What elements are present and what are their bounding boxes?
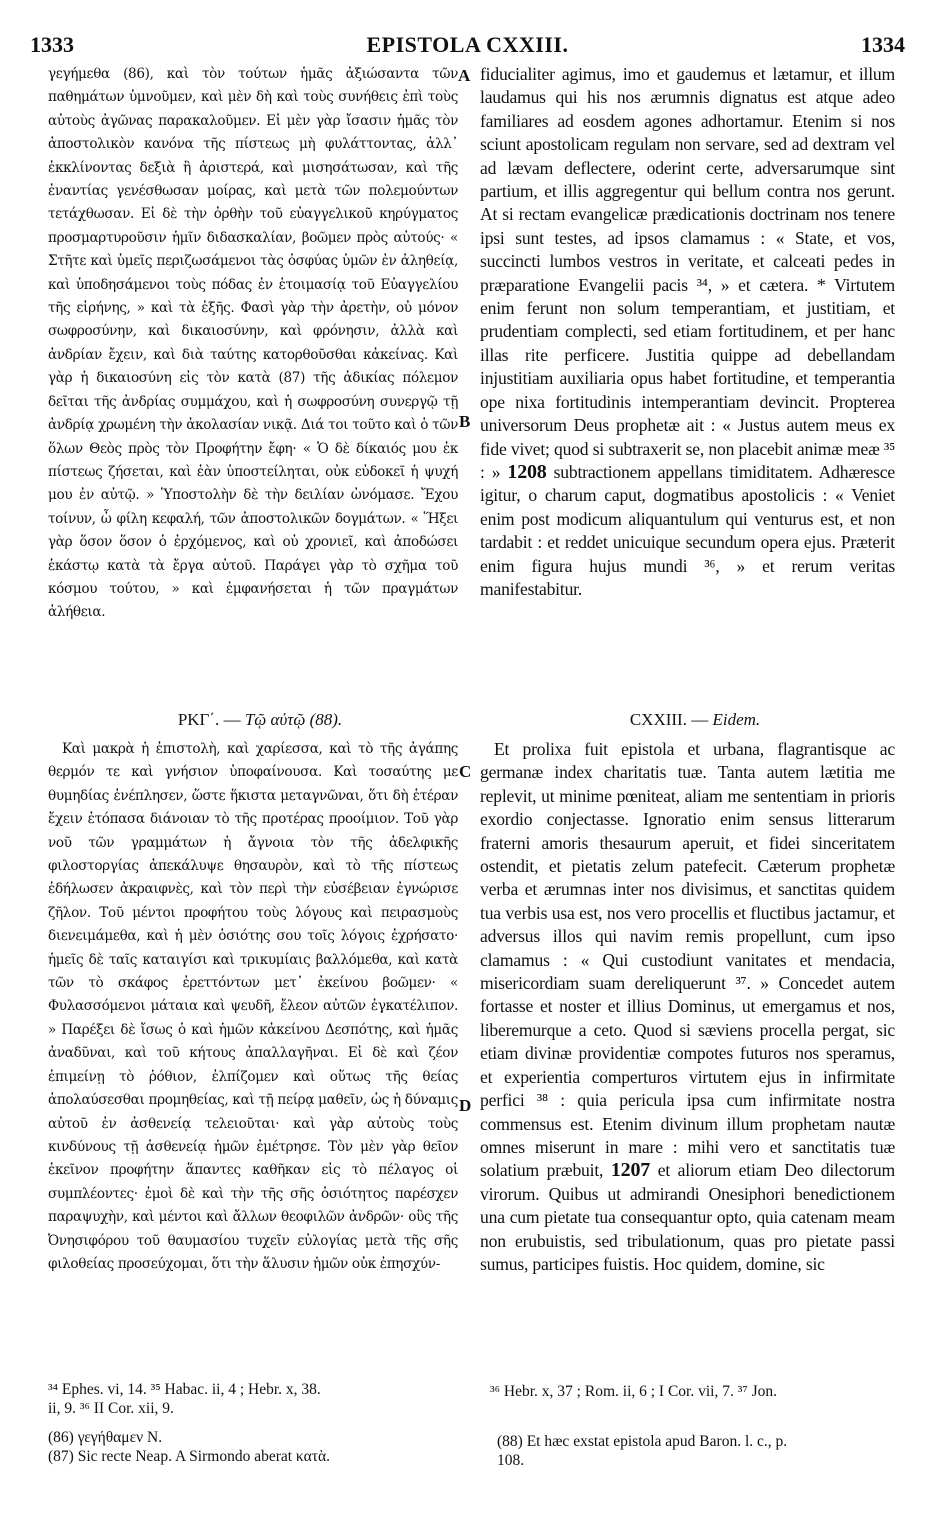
margin-letter-b: B: [459, 412, 471, 431]
greek-paragraph: γεγήμεθα (86), καὶ τὸν τούτων ἡμᾶς ἀξιώσαντα τῶν παθημάτων ὑμνοῦμεν, καὶ μὲν δὴ καὶ τοὺς συνήθεις ἐπὶ τοὺς αὐτοὺς ἀγῶνας παρακαλοῦμεν. Εἰ μὲν γὰρ ἴσασιν ἡμᾶς τὸν ἀποστολικὸν κανόνα τῆς πίστεως μὴ φυλάττοντας, ἀλλ᾽ ἐκκλίνοντας δεξιὰ ἢ ἀριστερά, καὶ μισησάτωσαν, καὶ τῆς ἐναντίας γενέσθωσαν μοίρας, καὶ μετὰ τῶν πολεμούντων τετάχθωσαν. Εἰ δὲ τὴν ὀρθὴν τοῦ εὐαγγελικοῦ κηρύγματος προσμαρτυροῦσιν ἡμῖν διδασκαλίαν, βοῶμεν πρὸς αὐτούς· « Στῆτε καὶ ὑμεῖς περιζωσάμενοι τὰς ὀσφύας ὑμῶν ἐν ἀληθείᾳ, καὶ ὑποδησάμενοι τοὺς πόδας ἐν ἑτοιμασίᾳ τοῦ Εὐαγγελίου τῆς εἰρήνης, » καὶ τὰ ἑξῆς. Φασὶ γὰρ τὴν ἀρετὴν, οὐ μόνον σωφροσύνην, καὶ δικαιοσύνην, καὶ φρόνησιν, ἀλλὰ καὶ ἀνδρίαν ἔχειν, καὶ διὰ ταύτης κατορθοῦσθαι κἀκείνας. Καὶ γὰρ ἡ δικαιοσύνη εἰς τὸν κατὰ (87) τῆς ἀδικίας πόλεμον δεῖται τῆς ἀνδρίας συμμάχου, καὶ ἡ σωφροσύνη συνεργῷ τῇ ἀνδρίᾳ χρωμένη τὴν ἀκολασίαν νικᾷ. Διά τοι τοῦτο καὶ ὁ τῶν ὅλων Θεὸς πρὸς τὸν Προφήτην ἔφη· « Ὁ δὲ δίκαιός μου ἐκ πίστεως ζήσεται, καὶ ἐὰν ὑποστείληται, οὐκ εὐδοκεῖ ἡ ψυχή μου ἐν αὐτῷ. » Ὑποστολὴν δὲ τὴν δειλίαν ὠνόμασε. Ἔχου τοίνυν, ὦ φίλη κεφαλή, τῶν ἀποστολικῶν δογμάτων. « Ἥξει γὰρ ὅσον ὅσον ὁ ἐρχόμενος, καὶ οὐ χρονιεῖ, καὶ ἀποδώσει ἑκάστῳ κατὰ τὰ ἔργα αὐτοῦ. Παράγει γὰρ τὸ σχῆμα τοῦ κόσμου τούτου, » καὶ ἐμφανήσεται ἡ τῶν πραγμάτων ἀλήθεια.: [48, 66, 458, 621]
notes-right: [497, 1432, 907, 1470]
note-line: (87) Sic recte Neap. A Sirmondo aberat κατὰ.: [48, 1448, 330, 1465]
notes-left: [48, 1428, 468, 1466]
page-title: EPISTOLA CXXIII.: [366, 32, 569, 57]
note-line: 108.: [497, 1452, 525, 1469]
section-number: CXXIII.: [629, 710, 687, 729]
latin-text: fiducialiter agimus, imo et gaudemus et lætamur, et illum laudamus qui his nos ærumnis dignatus est atque adeo familiares ad eosdem agones adhortamur. Etenim si nos sciunt apostolicam regulam non servare, sed ad dextram vel ad lævam deflectere, oderint certe, adversarumque sint partium, et illis aggregentur qui bellum contra nos gerunt. At si rectam evangelicæ prædicationis doctrinam nos tenere ipsi sunt testes, ad ipsos clamamus : « State, et vos, succincti lumbos vestros in veritate, et calceati pedes in præparatione Evangelii pacis ³⁴, » et cætera. * Virtutem enim ferunt non solum temperantiam, et justitiam, et prudentiam complecti, sed etiam fortitudinem, et per hanc illas rite perficere. Justitia quippe ad debellandam injustitiam auxiliaria opus habet fortitudine, et temperantia ope nixa fortitudinis intemperantiam devincit. Propterea universorum Deus prophetæ ait : « Justus autem meus ex fide vivet; quod si subtraxerit se, non placebit animæ meæ ³⁵ : »: [480, 64, 895, 482]
section-heading: Eidem.: [712, 710, 761, 729]
latin-paragraph: [480, 63, 895, 601]
footnote-line: ³⁶ Hebr. x, 37 ; Rom. ii, 6 ; I Cor. vii, 7. ³⁷ Jon.: [490, 1383, 778, 1400]
greek-column-top: [48, 63, 458, 703]
margin-letter-a: A: [458, 66, 471, 85]
latin-text: subtractionem appellans timiditatem. Adhæresce igitur, o charum caput, dogmatibus apostolicis : « Veniet enim post modicum aliquantulum qui venturus est, et non tardabit : et reddet unicuique secundum opera ejus. Præterit enim figura hujus mundi ³⁶, » et rerum veritas manifestabitur.: [480, 461, 895, 599]
running-header: [30, 32, 905, 60]
footnote-line: ³⁴ Ephes. vi, 14. ³⁵ Habac. ii, 4 ; Hebr. x, 38.: [48, 1381, 321, 1398]
margin-letter-c: C: [459, 762, 472, 781]
greek-column-bottom: [48, 738, 458, 1368]
section-title-latin: [600, 710, 790, 730]
footnote-line: ii, 9. ³⁶ II Cor. xii, 9.: [48, 1400, 174, 1417]
latin-text: et aliorum etiam Deo dilectorum virorum. Quibus ut admirandi Onesiphori benedictionem una cum pietate tua consequantur opto, quia catenam meam non erubuistis, sed tribulationum, quas pro pietate passi sumus, participes fuistis. Hoc quidem, domine, sic: [480, 1160, 895, 1274]
section-heading: Τῷ αὐτῷ (88).: [244, 710, 343, 729]
page-number-right: 1334: [861, 32, 905, 57]
column-number: 1208: [507, 460, 547, 483]
note-line: (88) Et hæc exstat epistola apud Baron. l. c., p.: [497, 1433, 788, 1450]
section-title-greek: [140, 710, 380, 730]
greek-paragraph: Καὶ μακρὰ ἡ ἐπιστολὴ, καὶ χαρίεσσα, καὶ τὸ τῆς ἀγάπης θερμόν τε καὶ γνήσιον ὑποφαίνουσα. Καὶ τοσαύτης με θυμηδίας ἐνέπλησεν, ὥστε ἥκιστα μεταγνῶναι, ὅτι δὴ ἑτέραν ἔχειν ἐτόπασα διάνοιαν τὸ τῆς προτέρας προοίμιον. Τοῦ γὰρ νοῦ τῶν γραμμάτων ἡ ἄγνοια τὸν τῆς ἀδελφικῆς φιλοστοργίας ἀπεκάλυψε θησαυρὸν, καὶ τὸ τῆς πίστεως ἐδήλωσεν ἀκραιφνὲς, καὶ τὸν περὶ τὴν εὐσέβειαν ἐγνώρισε ζῆλον. Τοῦ μέντοι προφήτου τοὺς λόγους καὶ πειρασμοὺς διενειμάμεθα, καὶ ἡ μὲν ὁσιότης σου τοῖς λόγοις ἐχρήσατο· ἡμεῖς δὲ ταῖς καταιγίσι καὶ τρικυμίαις βαλλόμεθα, καὶ κατὰ τῶν τὸ σκάφος ἐρεττόντων μετ᾽ ἐκείνου βοῶμεν· « Φυλασσόμενοι μάταια καὶ ψευδῆ, ἔλεον αὐτῶν ἐγκατέλιπον. » Παρέξει δὲ ἴσως ὁ καὶ ἡμῶν κἀκείνου Δεσπότης, καὶ ἡμᾶς ἀναδῦναι, καὶ τοῦ κήτους ἀπαλλαγῆναι. Εἰ δὲ καὶ ζέον ἐπιμείνῃ τὸ ῥόθιον, ἐλπίζομεν καὶ οὕτως τῆς θείας ἀπολαύσεσθαι προμηθείας, καὶ τῇ πείρᾳ μαθεῖν, ὡς ἡ δύναμις αὐτοῦ ἐν ἀσθενείᾳ τελειοῦται· καὶ γὰρ αὐτοὺς τοὺς κινδύνους τῇ ἀσθενείᾳ ἡμῶν ἐμέτρησε. Τὸν μὲν γὰρ θεῖον ἐκεῖνον προφήτην ἅπαντες καθῆκαν εἰς τὸ πέλαγος οἱ συμπλέοντες· ἐμοὶ δὲ καὶ τὴν τῆς σῆς ὁσιότητος παρέσχεν παραψυχὴν, καὶ μέντοι καὶ ἄλλων θεοφιλῶν ἀνδρῶν· οὓς τῆς Ὀνησιφόρου τοῦ θαυμασίου τυχεῖν εὐλογίας μετὰ τῆς σῆς φιλοθείας προσεύχομαι, ὅτι τὴν ἅλυσιν ἡμῶν οὐκ ἐπησχύν-: [48, 741, 458, 1272]
section-separator: —: [219, 710, 245, 729]
footnotes-right: [490, 1382, 910, 1401]
footnotes-left: [48, 1380, 468, 1418]
section-number: ΡΚΓ΄.: [177, 710, 220, 729]
note-line: (86) γεγήθαμεν N.: [48, 1429, 163, 1446]
latin-paragraph: [480, 738, 895, 1276]
margin-letter-d: D: [459, 1096, 472, 1115]
latin-text: Et prolixa fuit epistola et urbana, flagrantisque ac germanæ index charitatis tuæ. Tanta autem lætitia me replevit, ut minime pœniteat, aliam me sententiam in prioris exordio conjectasse. Ignoratio enim sensus litterarum fraterni amoris thesaurum aperuit, et fidei sinceritatem ostendit, et pietatis zelum patefecit. Cæterum prophetæ verba et ærumnas inter nos divisimus, et sanctitas quidem tua verbis usa est, nos vero procellis et fluctibus jactamur, et adversus illos qui navim remis propellunt, cum ipso clamamus : « Qui custodiunt vanitates et mendacia, misericordiam suam dereliquerunt ³⁷. » Concedet autem fortasse et noster et illius Dominus, ut emergamus et nos, liberemurque a ceto. Quod si sæviens procella pergat, sic etiam divinæ providentiæ compotes futuros nos speramus, et experientia comperturos virtutem ejus in infirmitate perfici ³⁸ : quia pericula ipsa cum infirmitate nostra commensus est. Etenim divinum illum prophetam nautæ omnes miserunt in mare : mihi vero et sanctitatis tuæ solatium præbuit,: [480, 739, 895, 1181]
latin-column-bottom: [480, 738, 895, 1368]
latin-column-top: [480, 63, 895, 703]
column-number: 1207: [610, 1159, 651, 1182]
section-separator: —: [686, 710, 713, 729]
page-number-left: 1333: [30, 32, 74, 57]
